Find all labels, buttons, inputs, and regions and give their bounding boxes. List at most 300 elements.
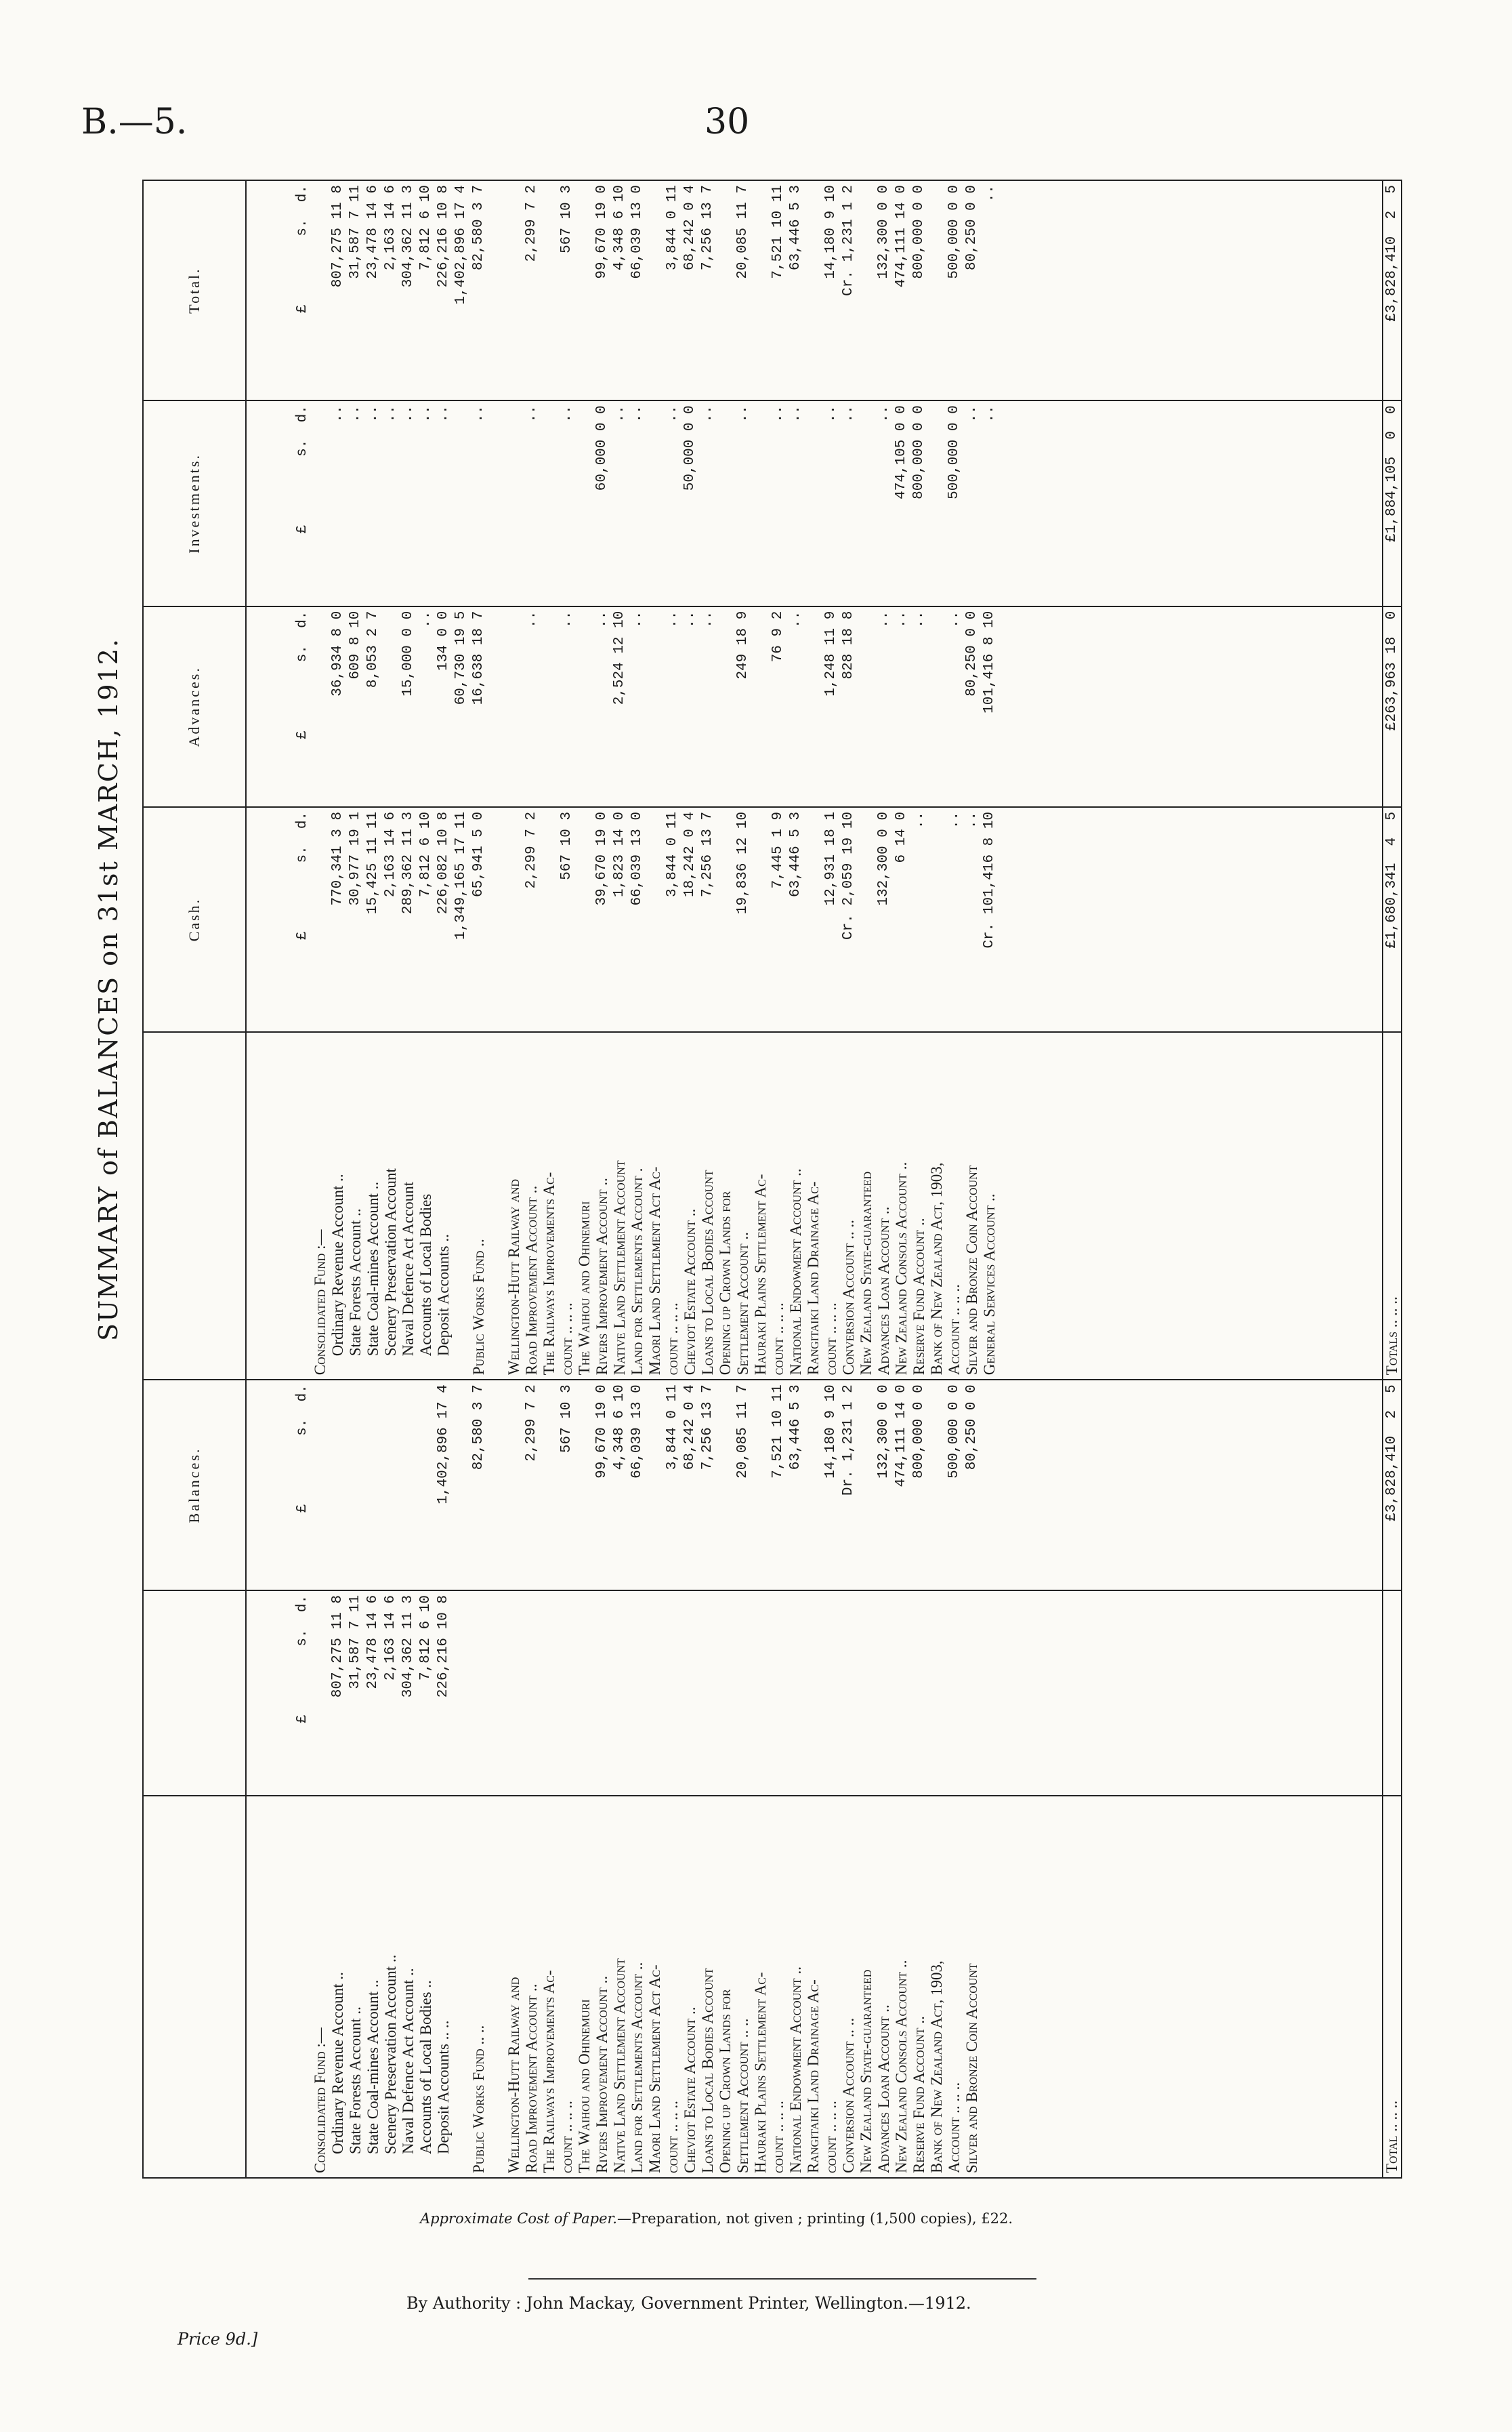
- cell-line: [875, 1595, 893, 1791]
- left-balance: [629, 1380, 646, 1590]
- left-account-name: [981, 1796, 999, 2178]
- page-number: 30: [705, 102, 750, 142]
- cash-amount: [681, 807, 699, 1032]
- cash-amount: [699, 807, 717, 1032]
- cell-line: Bank of New Zealand Act, 1903,: [928, 1960, 945, 2173]
- left-balance: [576, 1380, 611, 1590]
- cell-line: The Waihou and Ohinemuri: [576, 1201, 593, 1376]
- cell-line: 4,348 6 10: [612, 185, 627, 271]
- filler-cell: [999, 807, 1383, 1032]
- left-sub-amount: [505, 1590, 541, 1796]
- table-row: [717, 180, 752, 2178]
- right-account-name: [312, 1032, 329, 1380]
- total-amount: [787, 180, 805, 400]
- cell-line: [576, 611, 593, 802]
- cash-amount: [312, 807, 329, 1032]
- cell-line: 4,348 6 10: [612, 1384, 627, 1470]
- filler-cell: [999, 1796, 1383, 2178]
- cell-line: 66,039 13 0: [629, 185, 645, 279]
- left-account-name: [470, 1796, 488, 2178]
- advances-amount: [858, 606, 893, 807]
- cell-line: [488, 611, 505, 802]
- advances-amount: [629, 606, 646, 807]
- cost-detail: —Preparation, not given ; printing (1,500 copies), £22.: [616, 2210, 1013, 2227]
- cell-line: Opening up Crown Lands for: [717, 1989, 734, 2173]
- cell-line: [312, 1384, 329, 1586]
- total-balances: £3,828,410 2 5: [1383, 1380, 1402, 1590]
- right-account-name: [699, 1032, 717, 1380]
- investments-amount: [435, 400, 453, 606]
- cell-line: 500,000 0 0: [946, 1384, 962, 1479]
- left-account-name: [787, 1796, 805, 2178]
- cell-line: 474,111 14 0: [894, 185, 909, 288]
- cell-line: 7,521 10 11: [770, 1384, 786, 1479]
- right-account-name: [717, 1032, 752, 1380]
- right-account-name: [611, 1032, 629, 1380]
- investments-amount: [453, 400, 470, 606]
- cell-line: 63,446 5 3: [788, 1384, 803, 1470]
- cell-line: 23,478 14 6: [365, 1594, 381, 1689]
- investments-amount: [928, 400, 963, 606]
- cell-line: Rivers Improvement Account ..: [593, 1975, 610, 2173]
- cell-line: ..: [400, 405, 416, 423]
- cell-line: ..: [911, 811, 927, 829]
- currency-cell: £ s. d.: [246, 400, 312, 606]
- cell-line: [770, 1595, 787, 1791]
- currency-row: [246, 180, 312, 2178]
- cash-amount: [629, 807, 646, 1032]
- cell-line: 20,085 11 7: [735, 1384, 751, 1479]
- divider-rule: [528, 2278, 1036, 2280]
- cell-line: ..: [383, 405, 398, 423]
- left-account-name: [629, 1796, 646, 2178]
- cell-line: ..: [665, 611, 680, 628]
- cell-line: Deposit Accounts ..: [435, 1234, 452, 1357]
- cell-line: [646, 405, 664, 601]
- cell-line: 3,844 0 11: [665, 185, 680, 271]
- cash-amount: [541, 807, 576, 1032]
- investments-amount: [910, 400, 928, 606]
- table-row: [858, 180, 893, 2178]
- left-sub-amount: [382, 1590, 400, 1796]
- cell-line: ..: [682, 611, 698, 628]
- cell-line: [558, 1595, 576, 1791]
- total-amount: [805, 180, 840, 400]
- cell-line: 66,039 13 0: [629, 1384, 645, 1479]
- cell-line: [646, 185, 664, 396]
- cell-line: Settlement Account .. ..: [734, 2018, 751, 2173]
- left-account-name: [364, 1796, 382, 2178]
- left-sub-amount: [699, 1590, 717, 1796]
- cell-line: [523, 1595, 541, 1791]
- cell-line: State Forests Account ..: [347, 2006, 364, 2154]
- advances-amount: [611, 606, 629, 807]
- cell-line: [347, 1384, 364, 1586]
- cell-line: 31,587 7 11: [348, 1594, 363, 1689]
- cost-of-paper-note: [420, 2210, 1013, 2227]
- cell-line: 500,000 0 0: [946, 185, 962, 279]
- cell-line: Loans to Local Bodies Account: [699, 1968, 716, 2173]
- left-account-name: [541, 1796, 576, 2178]
- cash-amount: [347, 807, 364, 1032]
- cell-line: [470, 1595, 488, 1791]
- left-sub-amount: [646, 1590, 681, 1796]
- left-sub-amount: [910, 1590, 928, 1796]
- cell-line: [858, 1384, 875, 1586]
- advances-amount: [699, 606, 717, 807]
- left-account-name: [329, 1796, 347, 2178]
- cell-line: 3,844 0 11: [665, 811, 680, 897]
- left-account-name: [312, 1796, 329, 2178]
- cell-line: 1,248 11 9: [823, 611, 839, 697]
- table-row: [312, 180, 329, 2178]
- cash-amount: [805, 807, 840, 1032]
- cell-line: [382, 1384, 400, 1586]
- investments-amount: [382, 400, 400, 606]
- cell-line: 2,163 14 6: [383, 1594, 398, 1681]
- cell-line: 304,362 11 3: [400, 1594, 416, 1698]
- right-account-name: [805, 1032, 840, 1380]
- cell-line: [312, 611, 329, 802]
- left-balance: [805, 1380, 840, 1590]
- cell-line: Loans to Local Bodies Account: [699, 1170, 716, 1376]
- cash-amount: [717, 807, 752, 1032]
- left-balance: [382, 1380, 400, 1590]
- cell-line: [453, 405, 470, 601]
- left-balance: [400, 1380, 417, 1590]
- cell-line: [541, 405, 558, 601]
- left-account-name: [382, 1796, 400, 2178]
- right-account-name: [576, 1032, 611, 1380]
- investments-amount: [541, 400, 576, 606]
- cell-line: Conversion Account .. ..: [840, 2017, 857, 2173]
- cell-line: [910, 1595, 928, 1791]
- filler-row: [999, 180, 1383, 2178]
- cell-line: [752, 611, 770, 802]
- right-account-name: [505, 1032, 541, 1380]
- cell-line: Account .. .. ..: [946, 1284, 963, 1376]
- advances-amount: [840, 606, 858, 807]
- cell-line: ..: [894, 611, 909, 628]
- cash-amount: [787, 807, 805, 1032]
- cell-line: Public Works Fund .. ..: [470, 2025, 487, 2173]
- left-account-name: [928, 1796, 963, 2178]
- table-row: [910, 180, 928, 2178]
- cell-line: [488, 1595, 505, 1791]
- cell-line: 226,082 10 8: [436, 811, 451, 915]
- cell-line: [382, 611, 400, 802]
- cell-line: [505, 812, 523, 1027]
- cell-line: 7,445 1 9: [770, 811, 786, 889]
- cell-line: 23,478 14 6: [365, 185, 381, 279]
- table-row: [699, 180, 717, 2178]
- cell-line: [893, 1595, 910, 1791]
- cell-line: [752, 1384, 770, 1586]
- cell-line: 14,180 9 10: [823, 1384, 839, 1479]
- cell-line: [858, 812, 875, 1027]
- cell-line: [488, 1037, 505, 1375]
- cell-line: 19,836 12 10: [735, 811, 751, 915]
- right-account-name: [364, 1032, 382, 1380]
- cell-line: 800,000 0 0: [911, 185, 927, 279]
- total-amount: [435, 180, 453, 400]
- left-account-name: [505, 1796, 541, 2178]
- cell-line: count .. .. ..: [770, 2101, 786, 2173]
- cell-line: 60,730 19 5: [453, 611, 469, 705]
- cell-line: Ordinary Revenue Account ..: [329, 1174, 346, 1357]
- advances-amount: [752, 606, 787, 807]
- currency-cell: £ s. d.: [246, 606, 312, 807]
- cell-line: Deposit Accounts .. ..: [435, 2020, 452, 2154]
- cell-line: [840, 1595, 858, 1791]
- rotated-table-wrapper: [142, 180, 1402, 2179]
- cell-line: 770,341 3 8: [330, 811, 345, 906]
- currency-cell: £ s. d.: [246, 1590, 312, 1796]
- cell-line: 80,250 0 0: [964, 185, 980, 271]
- cell-line: Land for Settlements Account .: [629, 1168, 646, 1376]
- cell-line: ..: [700, 611, 715, 628]
- currency-cell: £ s. d.: [246, 807, 312, 1032]
- cell-line: [681, 1595, 699, 1791]
- left-account-name: [347, 1796, 364, 2178]
- cell-line: 7,521 10 11: [770, 185, 786, 279]
- currency-cell: £ s. d.: [246, 180, 312, 400]
- filler-cell: [999, 400, 1383, 606]
- cash-amount: [576, 807, 611, 1032]
- cell-line: [505, 405, 523, 601]
- table-row: [329, 180, 347, 2178]
- cell-line: 226,216 10 8: [436, 1594, 451, 1698]
- cell-line: [505, 611, 523, 802]
- cell-line: [752, 1595, 770, 1791]
- cell-line: 2,524 12 10: [612, 611, 627, 705]
- total-amount: [470, 180, 488, 400]
- left-sub-amount: [893, 1590, 910, 1796]
- advances-amount: [963, 606, 981, 807]
- advances-amount: [717, 606, 752, 807]
- cell-line: [576, 812, 593, 1027]
- cash-amount: [928, 807, 963, 1032]
- right-account-name: [417, 1032, 435, 1380]
- cell-line: State Forests Account ..: [347, 1208, 364, 1357]
- left-account-name: [805, 1796, 840, 2178]
- advances-amount: [382, 606, 400, 807]
- investments-amount: [488, 400, 505, 606]
- header-cash: Cash.: [143, 807, 246, 1032]
- cell-line: Public Works Fund ..: [470, 1239, 487, 1376]
- left-sub-amount: [400, 1590, 417, 1796]
- cell-line: [488, 185, 505, 396]
- filler-cell: [999, 606, 1383, 807]
- cell-line: ..: [629, 405, 645, 423]
- cell-line: 226,216 10 8: [436, 185, 451, 288]
- left-sub-amount: [470, 1590, 488, 1796]
- cell-line: [717, 1595, 734, 1791]
- header-left-subamounts: [143, 1590, 246, 1796]
- cell-line: [646, 1595, 664, 1791]
- cell-line: 567 10 3: [559, 811, 574, 880]
- cell-line: count .. .. ..: [822, 1302, 839, 1376]
- left-balance: [752, 1380, 787, 1590]
- cell-line: 800,000 0 0: [911, 1384, 927, 1479]
- advances-amount: [981, 606, 999, 807]
- cell-line: 289,362 11 3: [400, 811, 416, 915]
- cell-line: ..: [524, 611, 539, 628]
- left-balance: [312, 1380, 329, 1590]
- cell-line: 800,000 0 0: [911, 405, 927, 499]
- total-amount: [699, 180, 717, 400]
- left-account-name: [646, 1796, 681, 2178]
- total-amount: [629, 180, 646, 400]
- right-account-name: [981, 1032, 999, 1380]
- left-sub-amount: [453, 1590, 470, 1796]
- cell-line: ..: [770, 405, 786, 423]
- header-advances: Advances.: [143, 606, 246, 807]
- cell-line: 63,446 5 3: [788, 811, 803, 897]
- cell-line: [717, 405, 734, 601]
- cell-line: The Railways Improvements Ac-: [541, 1970, 558, 2173]
- left-sub-amount: [787, 1590, 805, 1796]
- investments-amount: [646, 400, 681, 606]
- left-sub-amount: [963, 1590, 981, 1796]
- cell-line: ..: [841, 405, 856, 423]
- right-account-name: [453, 1032, 470, 1380]
- table-body: [246, 180, 1383, 2178]
- left-balance: [347, 1380, 364, 1590]
- total-amount: [981, 180, 999, 400]
- cell-line: New Zealand State-guaranteed: [858, 1171, 875, 1376]
- cell-line: count .. .. ..: [770, 1302, 786, 1376]
- left-sub-amount: [541, 1590, 576, 1796]
- cash-amount: [893, 807, 910, 1032]
- cell-line: 7,812 6 10: [418, 1594, 434, 1681]
- cell-line: [928, 812, 946, 1027]
- cash-amount: [364, 807, 382, 1032]
- cell-line: [541, 611, 558, 802]
- cell-line: General Services Account ..: [981, 1193, 998, 1376]
- cell-line: 7,812 6 10: [418, 811, 434, 897]
- cell-line: Cr. 2,059 19 10: [841, 811, 856, 940]
- table-row: [646, 180, 681, 2178]
- left-account-name: [893, 1796, 910, 2178]
- total-amount: [347, 180, 364, 400]
- cell-line: Reserve Fund Account ..: [910, 2016, 927, 2173]
- table-row: [805, 180, 840, 2178]
- cell-line: 807,275 11 8: [330, 185, 345, 288]
- cell-line: Accounts of Local Bodies: [417, 1193, 434, 1357]
- cell-line: New Zealand Consols Account ..: [893, 1960, 910, 2173]
- filler-cell: [999, 1590, 1383, 1796]
- total-amount: [717, 180, 752, 400]
- cell-line: State Coal-mines Account ..: [364, 1979, 381, 2154]
- cash-amount: [963, 807, 981, 1032]
- left-balance: [893, 1380, 910, 1590]
- right-account-name: [541, 1032, 576, 1380]
- cell-line: [752, 812, 770, 1027]
- filler-cell: [999, 1032, 1383, 1380]
- table-row: [453, 180, 470, 2178]
- cell-line: ..: [788, 611, 803, 628]
- filler-cell: [999, 1380, 1383, 1590]
- cash-amount: [840, 807, 858, 1032]
- cell-line: ..: [665, 405, 680, 423]
- cell-line: 1,402,896 17 4: [436, 1384, 451, 1504]
- cell-line: 8,053 2 7: [365, 611, 381, 688]
- table-row: [981, 180, 999, 2178]
- cell-line: ..: [735, 405, 751, 423]
- table-row: [611, 180, 629, 2178]
- cell-line: 132,300 0 0: [876, 185, 891, 279]
- total-amount: [910, 180, 928, 400]
- investments-amount: [347, 400, 364, 606]
- table-row: [347, 180, 364, 2178]
- totals-row: [1383, 180, 1402, 2178]
- cell-line: New Zealand Consols Account ..: [893, 1161, 910, 1376]
- left-balance: [981, 1380, 999, 1590]
- cell-line: Reserve Fund Account ..: [910, 1218, 927, 1376]
- cell-line: 30,977 19 1: [348, 811, 363, 906]
- table-row: [382, 180, 400, 2178]
- cell-line: 82,580 3 7: [471, 1384, 486, 1470]
- cell-line: [717, 1384, 734, 1586]
- investments-amount: [364, 400, 382, 606]
- cell-line: National Endowment Account ..: [787, 1168, 804, 1376]
- total-amount: [488, 180, 505, 400]
- table-row: [629, 180, 646, 2178]
- cell-line: ..: [559, 611, 574, 628]
- total-amount: [963, 180, 981, 400]
- cell-line: ..: [629, 611, 645, 628]
- cell-line: ..: [982, 405, 997, 423]
- cell-line: 132,300 0 0: [876, 811, 891, 906]
- investments-amount: [787, 400, 805, 606]
- right-account-name: [787, 1032, 805, 1380]
- cash-amount: [505, 807, 541, 1032]
- left-balance: [505, 1380, 541, 1590]
- cell-line: [611, 1595, 629, 1791]
- cell-line: ..: [348, 405, 363, 423]
- table-row: [787, 180, 805, 2178]
- cell-line: Conversion Account .. ..: [840, 1220, 857, 1376]
- total-amount: [840, 180, 858, 400]
- right-account-name: [858, 1032, 893, 1380]
- total-amount: [681, 180, 699, 400]
- advances-amount: [576, 606, 611, 807]
- cell-line: 249 18 9: [735, 611, 751, 680]
- total-amount: [752, 180, 787, 400]
- left-account-name: [752, 1796, 787, 2178]
- total-amount: [453, 180, 470, 400]
- investments-amount: [893, 400, 910, 606]
- cell-line: ..: [823, 405, 839, 423]
- currency-cell: [246, 1032, 312, 1380]
- cell-line: count .. .. ..: [664, 2101, 681, 2173]
- left-account-name: [699, 1796, 717, 2178]
- cell-line: 80,250 0 0: [964, 1384, 980, 1470]
- total-label-left: Total .. .. ..: [1383, 1796, 1402, 2178]
- investments-amount: [629, 400, 646, 606]
- cell-line: Maori Land Settlement Act Ac-: [646, 1964, 663, 2173]
- cell-line: [928, 185, 946, 396]
- right-account-name: [752, 1032, 787, 1380]
- right-account-name: [928, 1032, 963, 1380]
- cell-line: [417, 1384, 435, 1586]
- cell-line: [541, 1384, 558, 1586]
- investments-amount: [505, 400, 541, 606]
- cell-line: ..: [946, 811, 962, 829]
- total-amount: [646, 180, 681, 400]
- cell-line: 7,256 13 7: [700, 1384, 715, 1470]
